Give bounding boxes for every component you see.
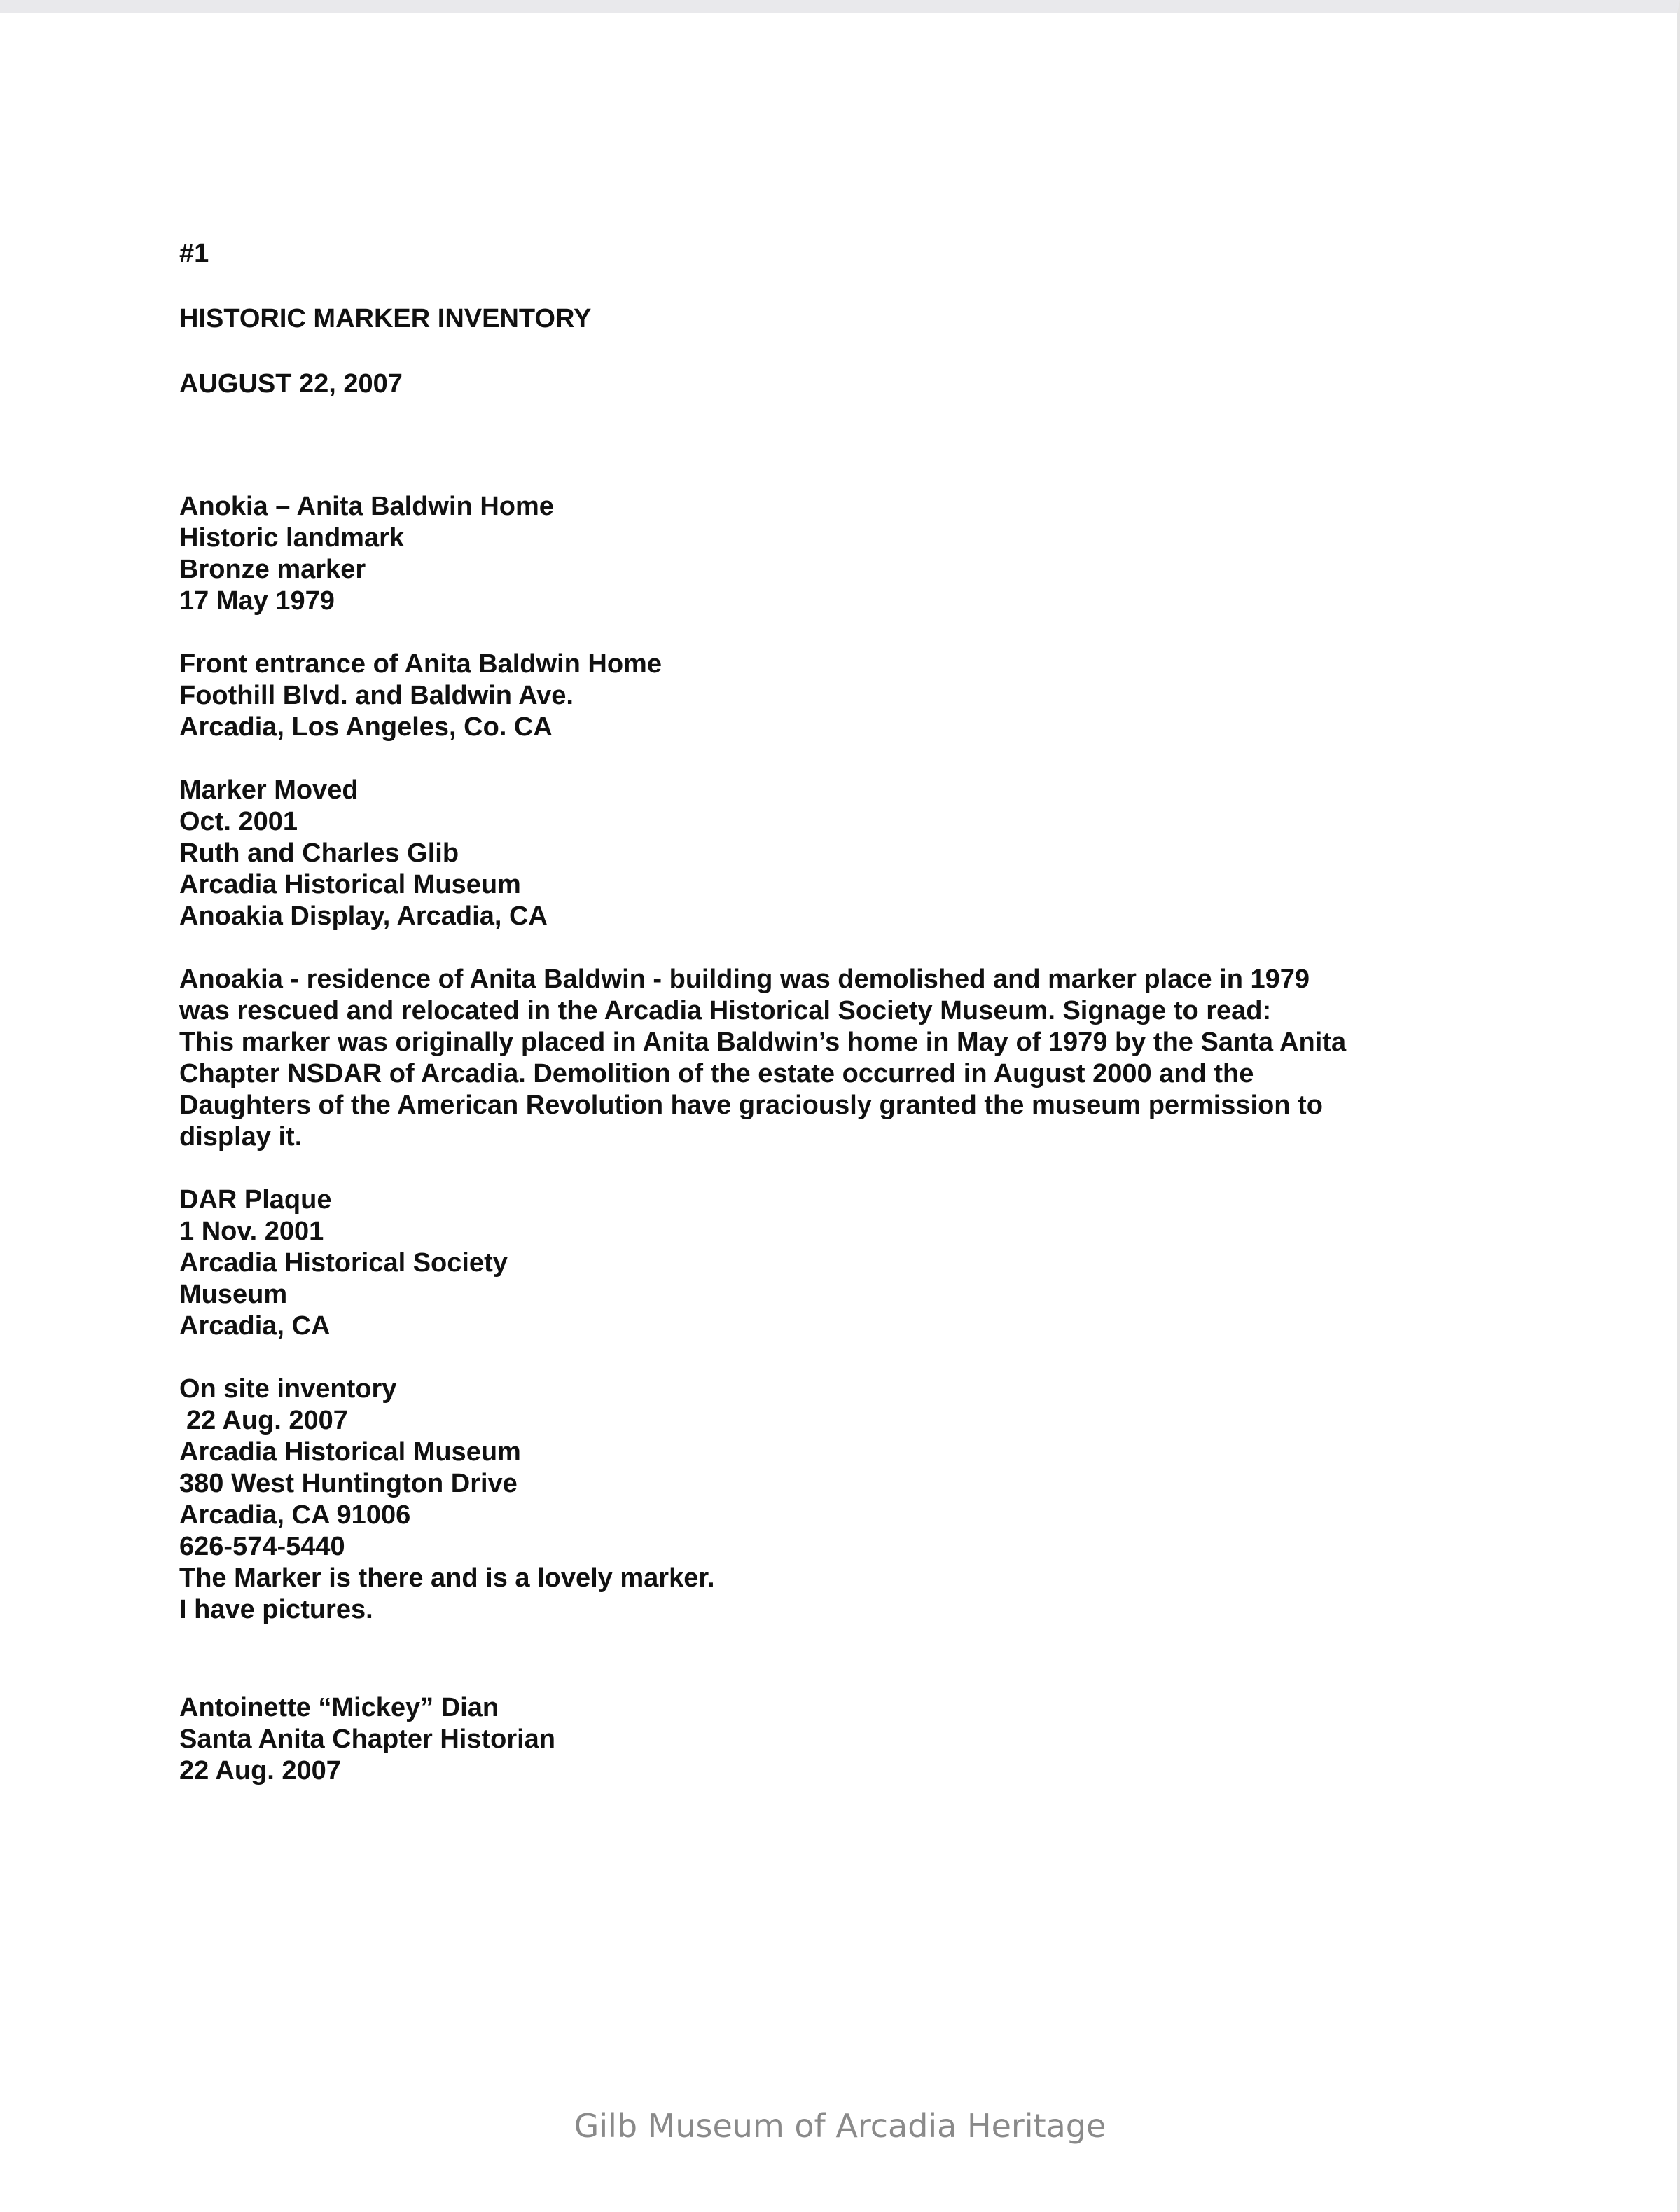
- plaque-line: Arcadia Historical Society: [179, 1248, 508, 1278]
- inventory-line: 380 West Huntington Drive: [179, 1469, 518, 1498]
- signature-line: Antoinette “Mickey” Dian: [179, 1693, 499, 1722]
- location-line: Arcadia, Los Angeles, Co. CA: [179, 712, 553, 742]
- plaque-line: 1 Nov. 2001: [179, 1217, 324, 1246]
- moved-line: Ruth and Charles Glib: [179, 838, 459, 868]
- marker-info: [179, 491, 1510, 617]
- moved-line: Anoakia Display, Arcadia, CA: [179, 901, 548, 931]
- inventory-line: Arcadia Historical Museum: [179, 1437, 521, 1467]
- marker-moved: [179, 775, 1510, 932]
- document-title: HISTORIC MARKER INVENTORY: [179, 304, 592, 333]
- inventory-line: Arcadia, CA 91006: [179, 1500, 411, 1530]
- location-line: Front entrance of Anita Baldwin Home: [179, 649, 662, 679]
- document-body: [179, 238, 1510, 1818]
- description-line: Daughters of the American Revolution have graciously granted the museum permission to: [179, 1091, 1323, 1120]
- description-paragraph: [179, 964, 1510, 1153]
- footer-watermark: Gilb Museum of Arcadia Heritage: [574, 2107, 1106, 2145]
- dar-plaque: [179, 1184, 1510, 1342]
- onsite-inventory: [179, 1374, 1510, 1626]
- marker-line: Anokia – Anita Baldwin Home: [179, 492, 554, 521]
- moved-line: Oct. 2001: [179, 807, 298, 836]
- original-location: [179, 649, 1510, 743]
- description-line: was rescued and relocated in the Arcadia Historical Society Museum. Signage to read:: [179, 996, 1272, 1025]
- location-line: Foothill Blvd. and Baldwin Ave.: [179, 681, 574, 710]
- description-line: Anoakia - residence of Anita Baldwin - building was demolished and marker place in 1979: [179, 965, 1310, 994]
- description-line: Chapter NSDAR of Arcadia. Demolition of the estate occurred in August 2000 and the: [179, 1059, 1254, 1088]
- plaque-line: Museum: [179, 1280, 288, 1309]
- marker-line: Historic landmark: [179, 523, 404, 553]
- moved-line: Marker Moved: [179, 775, 359, 805]
- document-number: #1: [179, 239, 209, 268]
- plaque-line: Arcadia, CA: [179, 1311, 331, 1341]
- description-line: display it.: [179, 1122, 303, 1152]
- inventory-line: 22 Aug. 2007: [186, 1406, 348, 1435]
- inventory-line: I have pictures.: [179, 1595, 373, 1624]
- signature-line: Santa Anita Chapter Historian: [179, 1724, 556, 1754]
- inventory-line: On site inventory: [179, 1374, 397, 1404]
- signature-block: [179, 1692, 1510, 1787]
- description-line: This marker was originally placed in Anita Baldwin’s home in May of 1979 by the Santa Anita: [179, 1028, 1347, 1057]
- plaque-line: DAR Plaque: [179, 1185, 332, 1215]
- marker-line: 17 May 1979: [179, 586, 335, 616]
- marker-line: Bronze marker: [179, 555, 366, 584]
- moved-line: Arcadia Historical Museum: [179, 870, 521, 899]
- inventory-line: 626-574-5440: [179, 1532, 345, 1561]
- document-date: AUGUST 22, 2007: [179, 369, 403, 399]
- signature-line: 22 Aug. 2007: [179, 1756, 341, 1785]
- inventory-line: The Marker is there and is a lovely marker.: [179, 1563, 715, 1593]
